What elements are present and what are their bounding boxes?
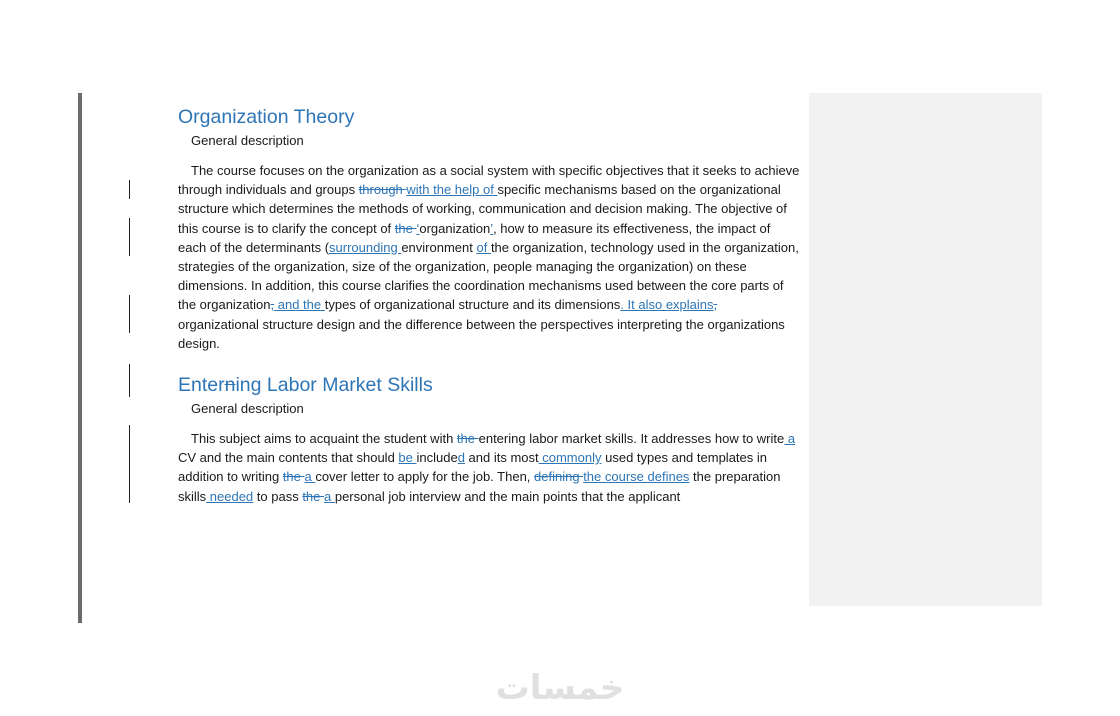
section-subheading: General description <box>191 401 304 417</box>
tracked-insertion: d <box>457 450 465 466</box>
section-heading: Organization Theory <box>178 106 355 128</box>
text-run: and its most <box>464 450 539 466</box>
tracked-insertion: be <box>398 450 417 466</box>
text-run: personal job interview and the main points that the applicant <box>334 488 681 504</box>
text-run: types of organizational structure and its dimensions <box>324 297 621 313</box>
text-run: the organization, technology used in the organization, strategies of the organization, size of the organization, people managing the organization) on these dimensions. In addition, this course clarifies the coordination mechanisms used between the core parts of the organization <box>178 239 799 313</box>
text-run: to pass <box>253 488 303 504</box>
tracked-insertion: . It also explains <box>620 297 714 313</box>
tracked-deletion: the <box>456 431 479 447</box>
tracked-insertion: commonly <box>538 450 602 466</box>
text-run: the preparation skills <box>178 469 781 504</box>
text-run: used types and templates in addition to writing <box>178 450 767 485</box>
tracked-deletion: the <box>394 220 417 236</box>
text-run: ing Labor Market Skills <box>235 374 433 397</box>
document-body[interactable] <box>178 104 800 506</box>
tracked-insertion: a <box>784 431 796 447</box>
text-run: CV and the main contents that should <box>178 450 399 466</box>
change-bar <box>129 425 130 503</box>
tracked-insertion: with the help of <box>406 182 498 198</box>
tracked-insertion: surrounding <box>329 239 402 255</box>
text-run: , how to measure its effectiveness, the impact of each of the determinants ( <box>178 220 771 255</box>
tracked-deletion: the <box>282 469 305 485</box>
tracked-deletion: , <box>270 297 275 313</box>
comments-pane <box>809 93 1042 606</box>
tracked-insertion: the course defines <box>583 469 690 485</box>
text-run: This subject aims to acquaint the student with <box>191 431 457 447</box>
change-bar <box>129 218 130 256</box>
text-run: organization <box>419 220 491 236</box>
section-labor-market-skills <box>178 372 800 506</box>
section-subheading: General description <box>191 133 304 148</box>
text-run: The course focuses on the organization as a social system with specific objectives that it seeks to achieve through individuals and groups <box>178 163 800 198</box>
tracked-insertion: a <box>324 488 335 504</box>
change-bar <box>129 364 130 397</box>
tracked-deletion: n <box>224 374 236 397</box>
tracked-insertion: of <box>476 239 491 255</box>
change-bar <box>129 295 130 333</box>
page-left-border <box>78 93 82 623</box>
text-run: specific mechanisms based on the organizational structure which determines the methods of working, communication and decision making. The objective of this course is to clarify the concept of <box>178 182 787 236</box>
section-paragraph <box>178 429 800 506</box>
section-organization-theory <box>178 104 800 353</box>
tracked-insertion: a <box>304 469 316 485</box>
section-paragraph <box>178 161 800 353</box>
tracked-insertion: and the <box>274 297 325 313</box>
tracked-deletion: through <box>358 182 407 198</box>
tracked-insertion: needed <box>206 488 254 504</box>
text-run: cover letter to apply for the job. Then, <box>315 469 535 485</box>
text-run: Enter <box>178 374 225 397</box>
watermark-logo: خمسات <box>495 668 625 708</box>
change-bar <box>129 180 130 199</box>
section-heading <box>178 372 800 398</box>
text-run: environment <box>401 239 477 255</box>
tracked-deletion: the <box>302 488 324 504</box>
text-run: include <box>416 450 458 466</box>
tracked-insertion: ‘ <box>416 220 420 236</box>
tracked-deletion: , <box>713 297 718 313</box>
tracked-insertion: ’ <box>490 220 494 236</box>
text-run: entering labor market skills. It addresses how to write <box>478 431 785 447</box>
tracked-deletion: defining <box>534 469 584 485</box>
text-run: organizational structure design and the difference between the perspectives interpreting the organizations design. <box>178 316 785 351</box>
